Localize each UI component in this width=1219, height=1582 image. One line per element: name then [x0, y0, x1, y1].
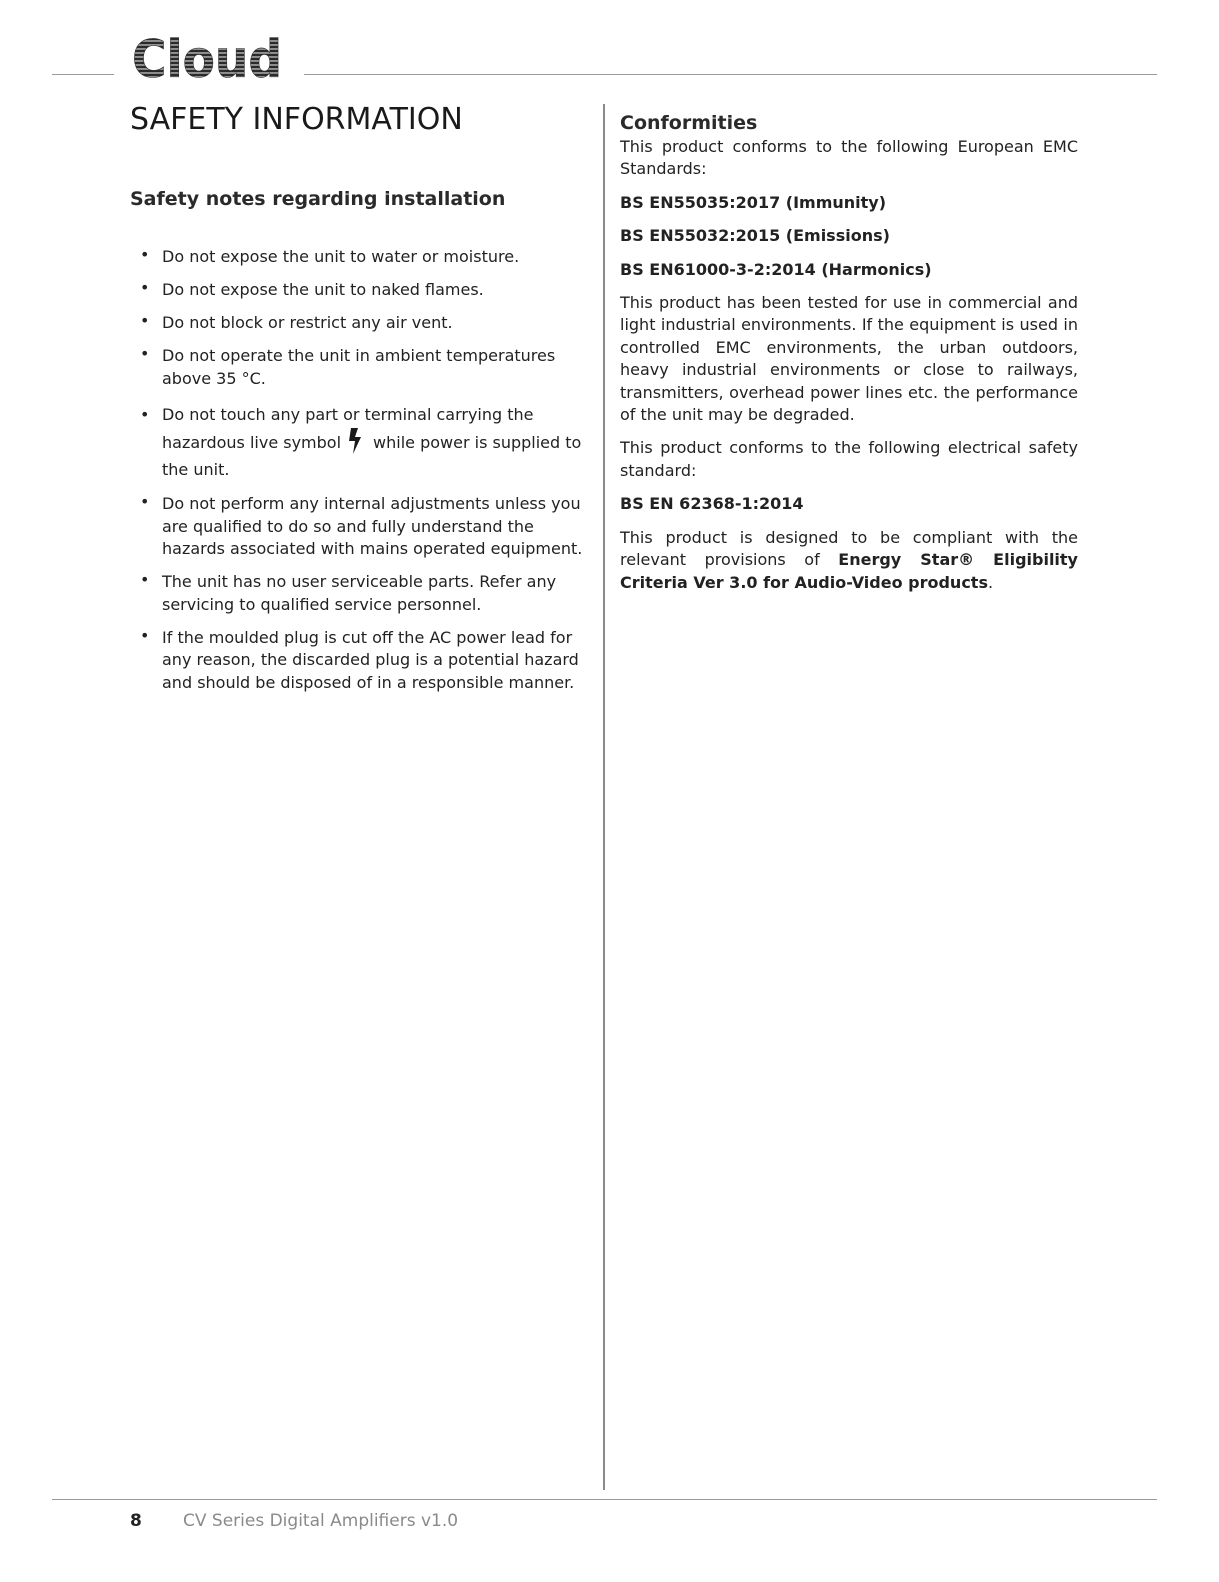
- header-rule-left: [52, 74, 114, 75]
- bullet-icon: •: [140, 245, 150, 264]
- list-item: • Do not block or restrict any air vent.: [140, 311, 453, 332]
- list-item: • The unit has no user serviceable parts. Refer any servicing to qualified service personnel.: [140, 570, 557, 614]
- logo-text: Cloud: [132, 30, 282, 82]
- page-number: 8: [130, 1511, 142, 1531]
- list-item: • Do not touch any part or terminal carrying the hazardous live symbol while power is supplied to the unit.: [130, 401, 592, 483]
- conformities-heading: Conformities: [620, 112, 758, 134]
- bullet-icon: •: [140, 344, 150, 363]
- list-item: • Do not perform any internal adjustments unless you are qualified to do so and fully understand the hazards associated with mains operated equipment.: [140, 492, 583, 558]
- footer-rule: [52, 1499, 1157, 1500]
- cloud-logo-icon: [130, 30, 288, 82]
- bullet-icon: •: [140, 311, 150, 330]
- right-column: [620, 110, 1078, 605]
- page-title: SAFETY INFORMATION: [130, 102, 463, 137]
- bullet-icon: •: [140, 404, 150, 424]
- document-title: CV Series Digital Amplifiers v1.0: [183, 1511, 459, 1531]
- bullet-icon: •: [140, 492, 150, 511]
- safety-notes-list: [130, 246, 592, 694]
- list-item: • Do not expose the unit to water or moisture.: [140, 245, 520, 266]
- bullet-icon: •: [140, 278, 150, 297]
- hazardous-live-icon: [347, 428, 365, 454]
- list-item: • If the moulded plug is cut off the AC power lead for any reason, the discarded plug is a potential hazard and should be disposed of in a responsible manner.: [140, 625, 579, 692]
- energy-star-criteria: Energy Star® Eligibility Criteria Ver 3.0 for Audio-Video products: [620, 550, 1078, 592]
- standard-immunity: BS EN55035:2017 (Immunity): [620, 192, 887, 212]
- energy-star-paragraph: This product is designed to be compliant with the relevant provisions of Energy Star® Eligibility Criteria Ver 3.0 for Audio-Video products.: [620, 527, 1078, 592]
- standard-emissions: BS EN55032:2015 (Emissions): [620, 226, 890, 246]
- emc-intro: This product conforms to the following European EMC Standards:: [620, 137, 1078, 179]
- bullet-icon: •: [140, 570, 150, 589]
- safety-intro: This product conforms to the following electrical safety standard:: [620, 438, 1078, 480]
- tested-paragraph: This product has been tested for use in commercial and light industrial environments. If the equipment is used in controlled EMC environments, the urban outdoors, heavy industrial environments or close to railways, transmitters, overhead power lines etc. the performance of the unit may be degraded.: [620, 293, 1078, 425]
- list-item: • Do not expose the unit to naked flames.: [140, 278, 484, 299]
- standard-harmonics: BS EN61000-3-2:2014 (Harmonics): [620, 259, 932, 279]
- list-item: • Do not operate the unit in ambient temperatures above 35 °C.: [140, 344, 556, 388]
- left-column: [130, 100, 592, 705]
- section-heading: Safety notes regarding installation: [130, 188, 506, 210]
- safety-standard: BS EN 62368-1:2014: [620, 494, 804, 514]
- column-divider: [603, 104, 605, 1490]
- bullet-icon: •: [140, 625, 150, 645]
- header-rule-right: [304, 74, 1157, 75]
